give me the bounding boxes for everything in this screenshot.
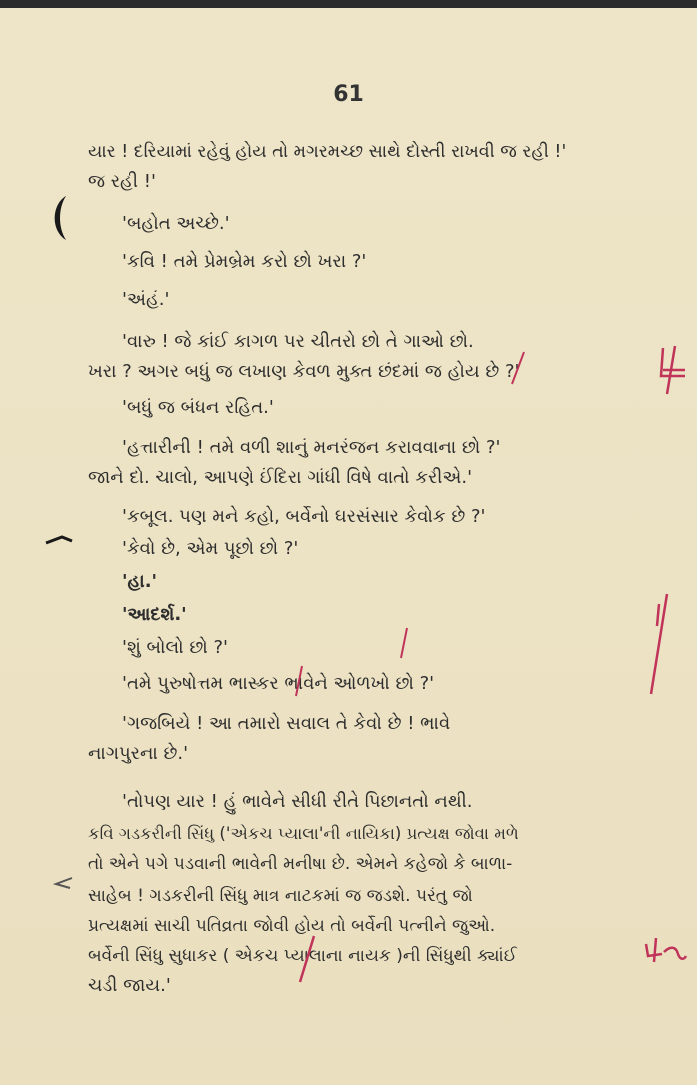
text-line-9: 'હત્તારીની ! તમે વળી શાનું મનરંજન કરાવવાના છો ?'	[122, 437, 501, 458]
text-line-11: 'કબૂલ. પણ મને કહો, બર્વેનો ઘરસંસાર કેવોક છે ?'	[122, 506, 486, 527]
left-margin-tick-icon	[50, 876, 76, 890]
red-strike-3-icon	[292, 664, 306, 698]
text-line-25: ચડી જાય.'	[88, 975, 171, 996]
text-line-8: 'બધું જ બંધન રહિત.'	[122, 397, 274, 418]
text-line-15: 'શું બોલો છો ?'	[122, 637, 228, 658]
text-line-22: સાહેબ ! ગડકરીની સિંધુ માત્ર નાટકમાં જ જડશે. પરંતુ જો	[88, 886, 473, 906]
red-strike-2-icon	[397, 626, 411, 660]
page-number: 61	[333, 82, 364, 107]
red-margin-mark-1-icon	[655, 340, 695, 400]
text-line-23: પ્રત્યક્ષમાં સાચી પતિવ્રતા જોવી હોય તો બર્વેની પત્નીને જુઓ.	[88, 916, 496, 936]
text-line-4: 'કવિ ! તમે પ્રેમબ્રેમ કરો છો ખરા ?'	[122, 251, 367, 272]
text-line-21: તો એને પગે પડવાની ભાવેની મનીષા છે. એમને કહેજો કે બાળા-	[88, 854, 513, 874]
red-margin-mark-2-icon	[645, 590, 675, 700]
text-line-2: જ રહી !'	[88, 171, 156, 192]
text-line-17: 'ગજબિયે ! આ તમારો સવાલ તે કેવો છે ! ભાવે	[122, 713, 451, 734]
text-line-7: ખરા ? અગર બધું જ લખાણ કેવળ મુક્ત છંદમાં જ હોય છે ?'	[88, 361, 520, 382]
left-margin-dash-icon	[44, 533, 74, 547]
text-line-18: નાગપુરના છે.'	[88, 743, 189, 764]
text-line-24: બર્વેની સિંધુ સુધાકર ( એકચ પ્યાલાના નાયક )ની સિંધુથી ક્યાંઈ	[88, 946, 517, 966]
text-line-3: 'બહોત અચ્છે.'	[122, 213, 230, 234]
text-line-20: કવિ ગડકરીની સિંધુ ('એકચ પ્યાલા'ની નાયિકા) પ્રત્યક્ષ જોવા મળે	[88, 824, 519, 843]
text-line-10: જાને દો. ચાલો, આપણે ઈંદિરા ગાંધી વિષે વાતો કરીએ.'	[88, 467, 473, 488]
text-line-19: 'તોપણ યાર ! હું ભાવેને સીધી રીતે પિછાનતો નથી.	[122, 791, 473, 812]
text-line-13: 'હા.'	[122, 571, 158, 592]
red-margin-mark-3-icon	[640, 932, 690, 972]
red-strike-1-icon	[508, 350, 528, 386]
text-line-1: યાર ! દરિયામાં રહેવું હોય તો મગરમચ્છ સાથે દોસ્તી રાખવી જ રહી !'	[88, 142, 567, 162]
text-line-16: 'તમે પુરુષોત્તમ ભાસ્કર ભાવેને ઓળખો છો ?'	[122, 673, 435, 694]
text-line-6: 'વારુ ! જે કાંઈ કાગળ પર ચીતરો છો તે ગાઓ છો.	[122, 331, 474, 352]
page-top-edge	[0, 0, 697, 8]
text-line-14: 'આદર્શ.'	[122, 604, 187, 625]
text-line-12: 'કેવો છે, એમ પૂછો છો ?'	[122, 538, 299, 559]
left-margin-bracket-icon	[44, 192, 74, 244]
text-line-5: 'અંહં.'	[122, 289, 170, 310]
red-strike-4-icon	[296, 934, 318, 984]
